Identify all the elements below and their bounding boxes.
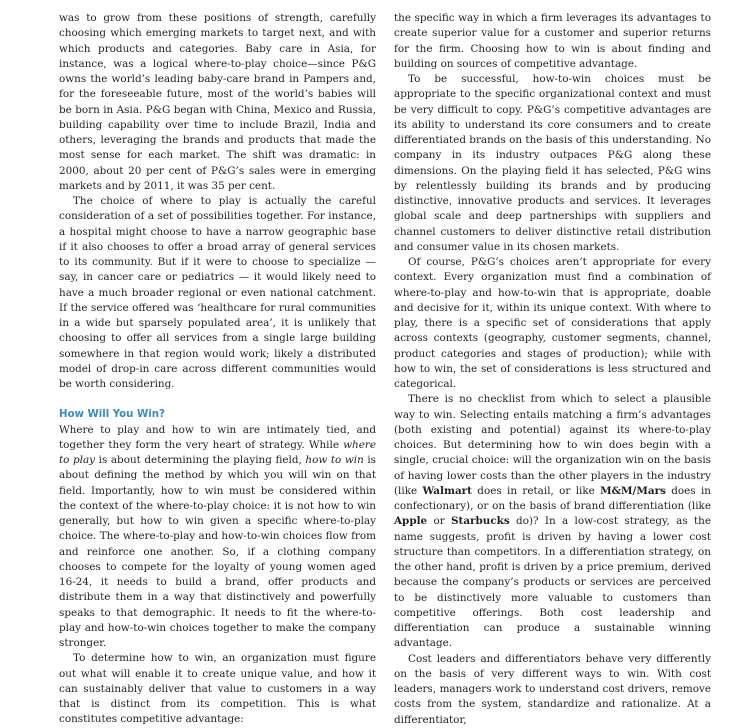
- company-name: Apple: [394, 515, 428, 528]
- body-paragraph: was to grow from these positions of strength, carefully choosing which emerging markets to target next, and with which products and categories. Baby care in Asia, for instance, was a logical where-to-play choice—since P&G owns the world’s leading baby-care brand in Pampers and, for the foreseeable future, most of the world’s babies will be born in Asia. P&G began with China, Mexico and Russia, building capability over time to include Brazil, India and others, leveraging the brands and products that made the most sense for each market. The shift was dramatic: in 2000, about 20 per cent of P&G’s sales were in emerging markets and by 2011, it was 35 per cent.: [59, 12, 376, 192]
- body-paragraph: To determine how to win, an organization must figure out what will enable it to create unique value, and how it can sustainably deliver that value to customers in a way that is distinct from its competition. This is what constitutes competitive advantage:: [59, 652, 376, 726]
- body-paragraph: There is no checklist from which to select a plausible way to win. Selecting entails matching a firm’s advantages (both existing and potential) against its where-to-play choices. But determining how to win does begin with a single, crucial choice: will the organization win on the basis of having lower costs than the other players in the industry (like Walmart does in retail, or like M&M/Mars does in confectionary), or on the basis of brand differentiation (like Apple or Starbucks do)? In a low-cost strategy, as the name suggests, profit is driven by having a lower cost structure than competitors. In a differentiation strategy, on the other hand, profit is driven by a price premium, derived because the company’s products or services are perceived to be distinctively more valuable to customers than competitive offerings. Both cost leadership and differentiation can produce a sustainable winning advantage.: [394, 393, 711, 650]
- body-paragraph: The choice of where to play is actually the careful consideration of a set of possibilities together. For instance, a hospital might choose to have a narrow geographic base if it also chooses to offer a broad array of general services to its community. But if it were to choose to specialize — say, in cancer care or pediatrics — it would likely need to have a much broader regional or even national catchment. If the service offered was ‘healthcare for rural communities in a wide but sparsely populated area’, it is unlikely that choosing to offer all services from a single large building somewhere in that region would work; likely a distributed model of drop-in care across different communities would be worth considering.: [59, 195, 376, 390]
- section-heading: How Will You Win?: [59, 409, 165, 421]
- section-spacer: [59, 392, 376, 407]
- body-paragraph: To be successful, how-to-win choices must be appropriate to the specific organizational context and must be very difficult to copy. P&G’s competitive advantages are its ability to understand its core consumers and to create differentiated brands on the basis of this understanding. No company in its industry outpaces P&G along these dimensions. On the playing field it has selected, P&G wins by relentlessly building its brands and by producing distinctive, innovative products and services. It leverages global scale and deep partnerships with suppliers and channel customers to deliver distinctive retail distribution and consumer value in its chosen markets.: [394, 73, 711, 253]
- company-name: M&M/Mars: [600, 484, 666, 497]
- company-name: Starbucks: [451, 515, 510, 528]
- body-paragraph: Of course, P&G’s choices aren’t appropriate for every context. Every organization must find a combination of where-to-play and how-to-win that is appropriate, doable and decisive for it, within its unique context. With where to play, there is a specific set of considerations that apply across contexts (geography, customer segments, channel, product categories and stages of production); while with how to win, the set of considerations is less structured and categorical.: [394, 256, 711, 390]
- left-column: [59, 11, 376, 728]
- emphasis: where to play: [59, 438, 376, 466]
- company-name: Walmart: [422, 484, 472, 497]
- body-paragraph: Where to play and how to win are intimately tied, and together they form the very heart of strategy. While where to play is about determining the playing field, how to win is about defining the method by which you will win on that field. Importantly, how to win must be considered within the context of the where-to-play choice: it is not how to win generally, but how to win given a specific where-to-play choice. The where-to-play and how-to-win choices flow from and reinforce one another. So, if a clothing company chooses to compete for the loyalty of young women aged 16-24, it needs to build a brand, offer products and distribute them in a way that distinctively and powerfully speaks to that demographic. It needs to fit the where-to-play and how-to-win choices together to make the company stronger.: [59, 423, 376, 649]
- right-column: [394, 11, 711, 728]
- emphasis: how to win: [305, 454, 364, 466]
- body-paragraph: the specific way in which a firm leverages its advantages to create superior value for a customer and superior returns for the firm. Choosing how to win is about finding and building on sources of competitive advantage.: [394, 12, 711, 70]
- body-paragraph: Cost leaders and differentiators behave very differently on the basis of very different ways to win. With cost leaders, managers work to understand cost drivers, remove costs from the system, standardize and rationalize. At a differentiator,: [394, 652, 711, 726]
